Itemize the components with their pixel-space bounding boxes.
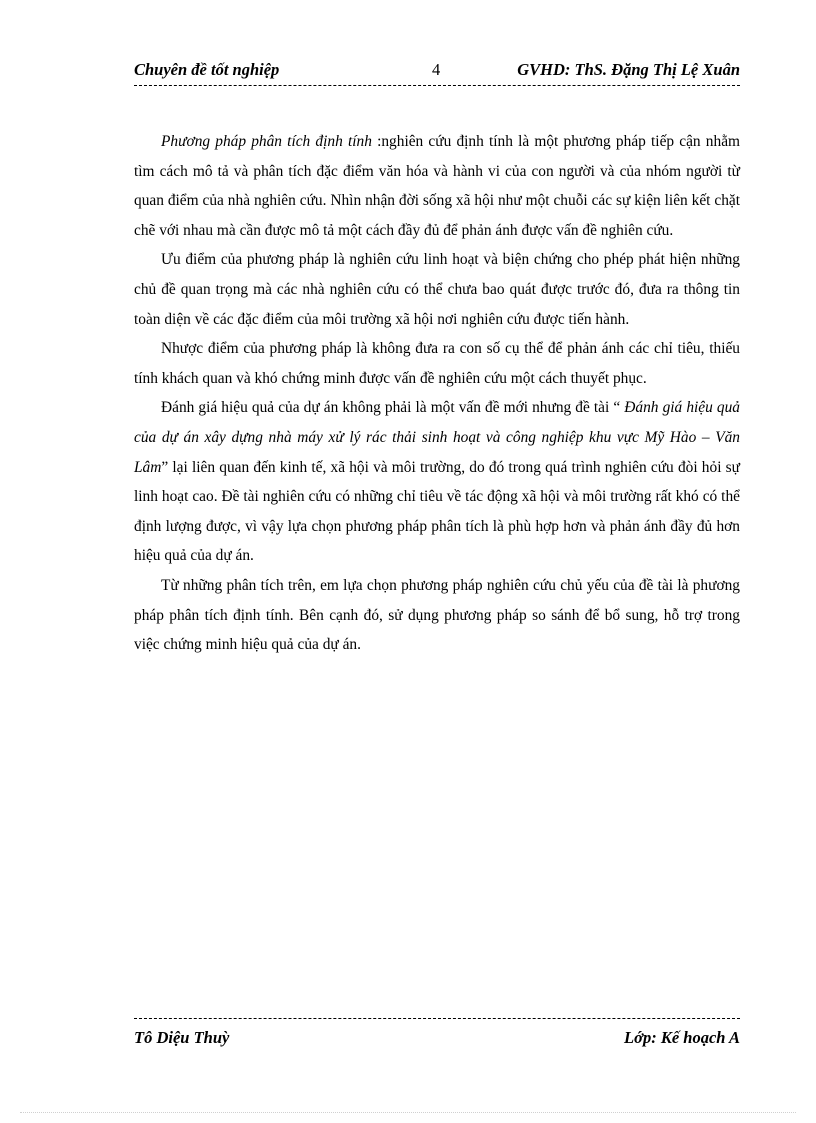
advisor-name: GVHD: ThS. Đặng Thị Lệ Xuân xyxy=(517,60,740,79)
page-footer xyxy=(134,1028,740,1052)
paragraph-qualitative-method xyxy=(134,127,740,245)
paragraph-text: Đánh giá hiệu quả của dự án không phải là một vấn đề mới nhưng đề tài “ xyxy=(161,399,625,417)
page-bottom-edge xyxy=(20,1112,796,1113)
page-number: 4 xyxy=(432,60,441,79)
author-name: Tô Diệu Thuỳ xyxy=(134,1028,230,1047)
header-divider xyxy=(134,85,740,86)
paragraph-conclusion: Từ những phân tích trên, em lựa chọn phương pháp nghiên cứu chủ yếu của đề tài là phương pháp phân tích định tính. Bên cạnh đó, sử dụng phương pháp so sánh để bổ sung, hỗ trợ trong việc chứng minh hiệu quả của dự án. xyxy=(134,576,740,654)
paragraph-text: ” lại liên quan đến kinh tế, xã hội và môi trường, do đó trong quá trình nghiên cứu đòi hỏi sự linh hoạt cao. Đề tài nghiên cứu có những chỉ tiêu về tác động xã hội và môi trường rất khó có thể định lượng được, vì vậy lựa chọn phương pháp phân tích là phù hợp hơn và phản ánh đầy đủ hơn hiệu quả của dự án. xyxy=(134,458,740,565)
report-title: Chuyên đề tốt nghiệp xyxy=(134,60,280,79)
paragraph-disadvantages: Nhược điểm của phương pháp là không đưa ra con số cụ thể để phản ánh các chỉ tiêu, thiếu tính khách quan và khó chứng minh được vấn đề nghiên cứu một cách thuyết phục. xyxy=(134,340,740,387)
project-title: Đánh giá hiệu quả của dự án xây dựng nhà máy xử lý rác thải sinh hoạt và công nghiệp khu vực Mỹ Hào – Văn Lâm xyxy=(134,399,740,476)
paragraph-text: :nghiên cứu định tính là một phương pháp tiếp cận nhằm tìm cách mô tả và phân tích đặc điểm văn hóa và hành vi của con người và của nhóm người từ quan điểm của nhà nghiên cứu. Nhìn nhận đời sống xã hội như một chuỗi các sự kiện liên kết chặt chẽ với nhau mà cần được mô tả một cách đầy đủ để phản ánh được vấn đề nghiên cứu. xyxy=(134,133,740,239)
paragraph-lead-term: Phương pháp phân tích định tính xyxy=(161,133,372,150)
class-name: Lớp: Kế hoạch A xyxy=(624,1028,740,1047)
footer-divider xyxy=(134,1018,740,1019)
paragraph-project-evaluation xyxy=(134,393,740,571)
page-header xyxy=(134,60,740,84)
document-body xyxy=(134,127,740,660)
paragraph-advantages: Ưu điểm của phương pháp là nghiên cứu linh hoạt và biện chứng cho phép phát hiện những chủ đề quan trọng mà các nhà nghiên cứu có thể chưa bao quát được trước đó, đưa ra thông tin toàn diện về các đặc điểm của môi trường xã hội nơi nghiên cứu được tiến hành. xyxy=(134,251,740,328)
